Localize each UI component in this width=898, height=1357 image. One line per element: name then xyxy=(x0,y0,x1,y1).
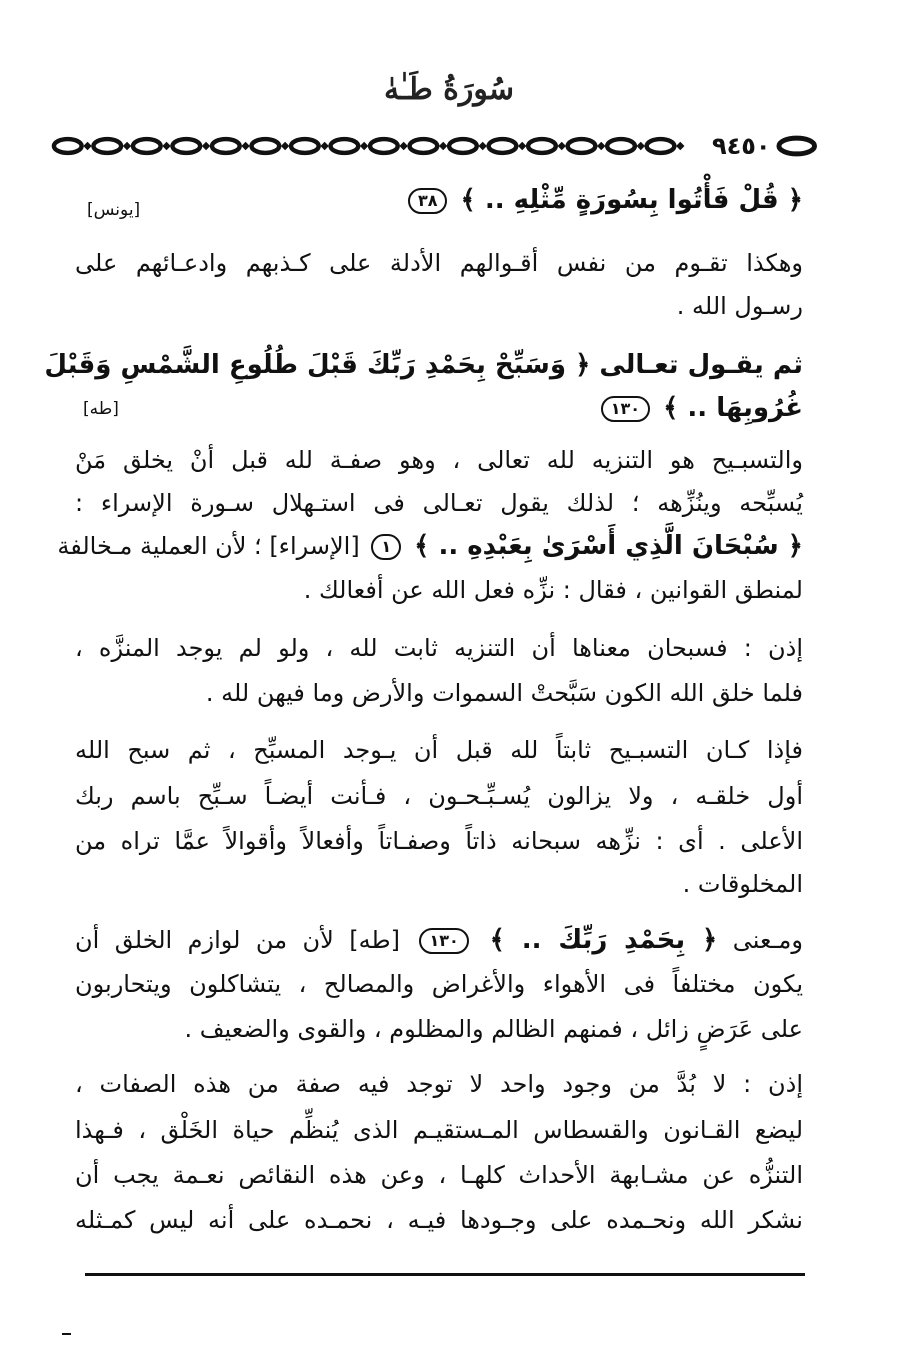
chain-diamond xyxy=(281,142,289,150)
page-number: ٩٤٥٠ xyxy=(711,132,771,160)
chain-diamond xyxy=(676,142,684,150)
chain-link xyxy=(291,139,319,153)
text-line: إذن : لا بُدَّ من وجود واحد لا توجد فيه صفة من هذه الصفات ، xyxy=(75,1070,803,1098)
chain-link xyxy=(370,139,398,153)
chain-ornament xyxy=(48,132,708,160)
chain-link xyxy=(489,139,517,153)
footer-rule xyxy=(85,1273,805,1276)
surah-reference: [يونس] xyxy=(87,200,141,220)
chain-link xyxy=(607,139,635,153)
quran-verse-text: غُرُوبِهَا .. ﴾ xyxy=(654,393,803,423)
text-line: التنزُّه عن مشـابهة الأحداث كلهـا ، وعن هذه النقائص نعـمة يجب أن xyxy=(75,1161,803,1189)
chain-diamond xyxy=(478,142,486,150)
chain-link xyxy=(172,139,200,153)
ayah-number-badge: ١٣٠ xyxy=(419,928,468,954)
chain-diamond xyxy=(123,142,131,150)
chain-diamond xyxy=(399,142,407,150)
text-line: يُسبِّحه وينُزِّهه ؛ لذلك يقول تعـالى فى استـهلال سـورة الإسراء : xyxy=(75,489,803,517)
text-line: على عَرَضٍ زائل ، فمنهم الظالم والمظلوم ، والقوى والضعيف . xyxy=(184,1015,803,1043)
verse-tail-text: [طه] لأن من لوازم الخلق أن xyxy=(75,926,416,954)
text-line: والتسبـيح هو التنزيه لله تعالى ، وهو صفـة لله قبل أنْ يخلق مَنْ xyxy=(75,446,803,474)
chain-link xyxy=(54,139,82,153)
text-line: أول خلقـه ، ولا يزالون يُسـبِّـحـون ، فـأنت أيضـاً سـبِّح باسم ربك xyxy=(75,782,803,810)
chain-diamond xyxy=(241,142,249,150)
chain-end-ornament xyxy=(775,132,818,160)
chain-diamond xyxy=(320,142,328,150)
chain-diamond xyxy=(162,142,170,150)
quran-verse-line xyxy=(75,383,803,433)
verse-tail-text: [الإسراء] ؛ لأن العملية مـخالفة xyxy=(57,532,368,560)
quran-verse-line xyxy=(75,915,803,965)
ayah-number-badge: ١٣٠ xyxy=(601,396,650,422)
text-line: يكون مختلفاً فى الأهواء والأغراض والمصالح ، يتشاكلون ويتحاربون xyxy=(75,970,803,998)
quran-verse-text: ﴿ سُبْحَانَ الَّذِي أَسْرَىٰ بِعَبْدِهِ .. ﴾ xyxy=(405,531,803,561)
text-line: فإذا كـان التسبـيح ثابتاً لله قبل أن يـوجد المسبِّح ، ثم سبح الله xyxy=(75,736,803,764)
surah-reference: [طه] xyxy=(83,399,119,419)
chain-link xyxy=(647,139,675,153)
ayah-number-badge: ١ xyxy=(371,534,401,560)
text-line: المخلوقات . xyxy=(682,870,803,898)
chain-link xyxy=(133,139,161,153)
text-line: الأعلى . أى : نزِّهه سبحانه ذاتاً وصفـاتاً وأفعالاً وأقوالاً عمَّا تراه من xyxy=(75,827,803,855)
chain-link xyxy=(93,139,121,153)
text-line: نشكر الله ونحـمده على وجـودها فيـه ، نحمـده على أنه ليس كمـثله xyxy=(75,1206,803,1234)
chain-link xyxy=(252,139,280,153)
chain-diamond xyxy=(360,142,368,150)
chain-diamond xyxy=(83,142,91,150)
quran-verse-text: ﴿ قُلْ فَأْتُوا بِسُورَةٍ مِّثْلِهِ .. ﴾ xyxy=(451,185,803,215)
chain-diamond xyxy=(518,142,526,150)
quran-verse-line xyxy=(57,521,803,571)
text-line: إذن : فسبحان معناها أن التنزيه ثابت لله ، ولو لم يوجد المنزَّه ، xyxy=(75,634,803,662)
chain-diamond xyxy=(202,142,210,150)
text-line: رسـول الله . xyxy=(676,292,803,320)
text-line: ليضع القـانون والقسطاس المـستقيـم الذى يُنظِّم حياة الخَلْق ، فـهذا xyxy=(75,1116,803,1144)
page-mark xyxy=(62,1333,71,1335)
intro-text: ومـعنى xyxy=(717,926,804,954)
quran-verse-line xyxy=(75,175,803,225)
chain-link xyxy=(449,139,477,153)
chain-link xyxy=(568,139,596,153)
decorative-chain-border xyxy=(48,130,818,162)
chain-diamond xyxy=(439,142,447,150)
chain-link xyxy=(212,139,240,153)
text-line: وهكذا تقـوم من نفس أقـوالهم الأدلة على كـذبهم وادعـائهم على xyxy=(75,249,803,277)
chain-diamond xyxy=(597,142,605,150)
ayah-number-badge: ٣٨ xyxy=(408,188,448,214)
chain-link xyxy=(528,139,556,153)
text-line: فلما خلق الله الكون سَبَّحتْ السموات والأرض وما فيهن لله . xyxy=(205,679,803,707)
surah-title: سُورَةُ طَـٰهٰ xyxy=(383,72,515,107)
chain-diamond xyxy=(558,142,566,150)
chain-link xyxy=(331,139,359,153)
text-line: لمنطق القوانين ، فقال : نزِّه فعل الله عن أفعالك . xyxy=(303,576,803,604)
quran-verse-text: ثم يقـول تعـالى ﴿ وَسَبِّحْ بِحَمْدِ رَبِّكَ قَبْلَ طُلُوعِ الشَّمْسِ وَقَبْلَ xyxy=(44,350,803,380)
chain-link xyxy=(410,139,438,153)
quran-verse-text: ﴿ بِحَمْدِ رَبِّكَ .. ﴾ xyxy=(472,925,718,955)
chain-diamond xyxy=(637,142,645,150)
